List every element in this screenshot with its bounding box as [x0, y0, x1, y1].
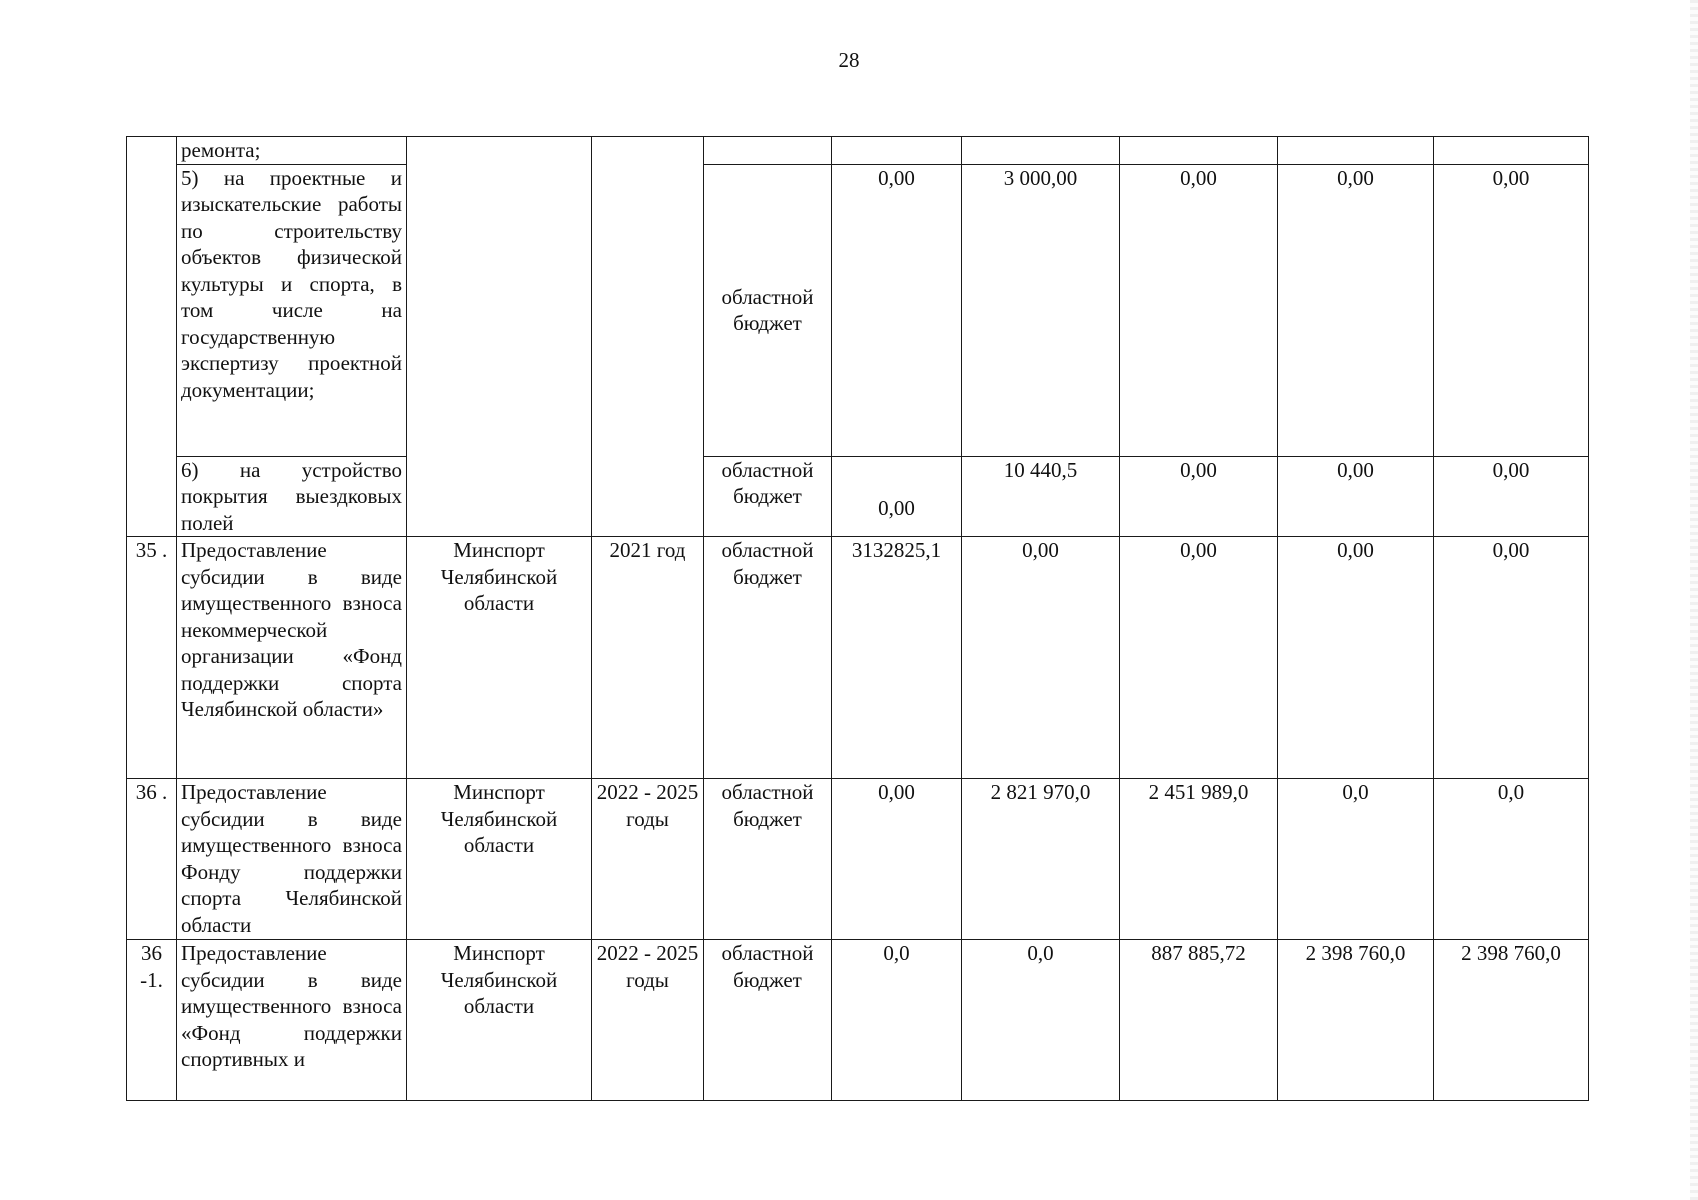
executor-cell: Минспорт Челябинской области	[407, 779, 592, 940]
row-number-cell: 36 .	[127, 779, 177, 940]
description-cell: Предоставление субсидии в виде имущественного взноса «Фонд поддержки спортивных и	[177, 940, 407, 1101]
executor-cell: Минспорт Челябинской области	[407, 940, 592, 1101]
description-cell: ремонта;	[177, 137, 407, 165]
value-cell-5: 2 398 760,0	[1434, 940, 1589, 1101]
value-cell-4: 0,00	[1278, 537, 1434, 779]
description-cell: Предоставление субсидии в виде имущественного взноса некоммерческой организации «Фонд поддержки спорта Челябинской области»	[177, 537, 407, 779]
value-cell-3: 2 451 989,0	[1120, 779, 1278, 940]
value-cell-3: 0,00	[1120, 456, 1278, 537]
value-cell-4: 0,00	[1278, 456, 1434, 537]
value-cell-1	[832, 137, 962, 165]
value-cell-5: 0,00	[1434, 537, 1589, 779]
funding-source-cell: областной бюджет	[704, 779, 832, 940]
value-cell-5	[1434, 137, 1589, 165]
value-cell-3: 0,00	[1120, 537, 1278, 779]
value-cell-2: 2 821 970,0	[962, 779, 1120, 940]
period-cell: 2022 - 2025 годы	[592, 940, 704, 1101]
description-cell: 6) на устройство покрытия выездковых полей	[177, 456, 407, 537]
executor-cell: Минспорт Челябинской области	[407, 537, 592, 779]
value-cell-2: 3 000,00	[962, 164, 1120, 456]
value-cell-2: 0,0	[962, 940, 1120, 1101]
row-number-cell	[127, 137, 177, 537]
value-cell-3: 887 885,72	[1120, 940, 1278, 1101]
period-cell: 2022 - 2025 годы	[592, 779, 704, 940]
table-row	[127, 940, 1589, 1101]
value-cell-5: 0,00	[1434, 164, 1589, 456]
program-activities-table	[126, 136, 1589, 1101]
funding-source-cell	[704, 137, 832, 165]
value-cell-2: 10 440,5	[962, 456, 1120, 537]
value-cell-1: 0,00	[832, 779, 962, 940]
table-row	[127, 456, 1589, 537]
funding-source-cell: областной бюджет	[704, 537, 832, 779]
value-cell-2	[962, 137, 1120, 165]
description-cell: 5) на проектные и изыскательские работы по строительству объектов физической культуры и спорта, в том числе на государственную экспертизу проектной документации;	[177, 164, 407, 456]
value-cell-1: 0,0	[832, 940, 962, 1101]
value-cell-3	[1120, 137, 1278, 165]
table-row	[127, 164, 1589, 456]
page-number: 28	[838, 48, 860, 72]
value-cell-4: 0,0	[1278, 779, 1434, 940]
row-number-cell: 36 -1.	[127, 940, 177, 1101]
period-cell: 2021 год	[592, 537, 704, 779]
value-cell-1: 3132825,1	[832, 537, 962, 779]
value-cell-4	[1278, 137, 1434, 165]
funding-source-cell: областной бюджет	[704, 456, 832, 537]
value-cell-1: 0,00	[832, 456, 962, 537]
table-row	[127, 137, 1589, 165]
value-cell-5: 0,0	[1434, 779, 1589, 940]
funding-source-cell: областной бюджет	[704, 164, 832, 456]
funding-source-cell: областной бюджет	[704, 940, 832, 1101]
value-cell-5: 0,00	[1434, 456, 1589, 537]
table-row	[127, 779, 1589, 940]
row-number-cell: 35 .	[127, 537, 177, 779]
value-cell-3: 0,00	[1120, 164, 1278, 456]
scan-edge-artifact	[1690, 0, 1698, 1200]
value-cell-2: 0,00	[962, 537, 1120, 779]
value-cell-4: 0,00	[1278, 164, 1434, 456]
value-cell-4: 2 398 760,0	[1278, 940, 1434, 1101]
value-cell-1: 0,00	[832, 164, 962, 456]
period-cell	[592, 137, 704, 537]
table-row	[127, 537, 1589, 779]
executor-cell	[407, 137, 592, 537]
description-cell: Предоставление субсидии в виде имущественного взноса Фонду поддержки спорта Челябинской области	[177, 779, 407, 940]
